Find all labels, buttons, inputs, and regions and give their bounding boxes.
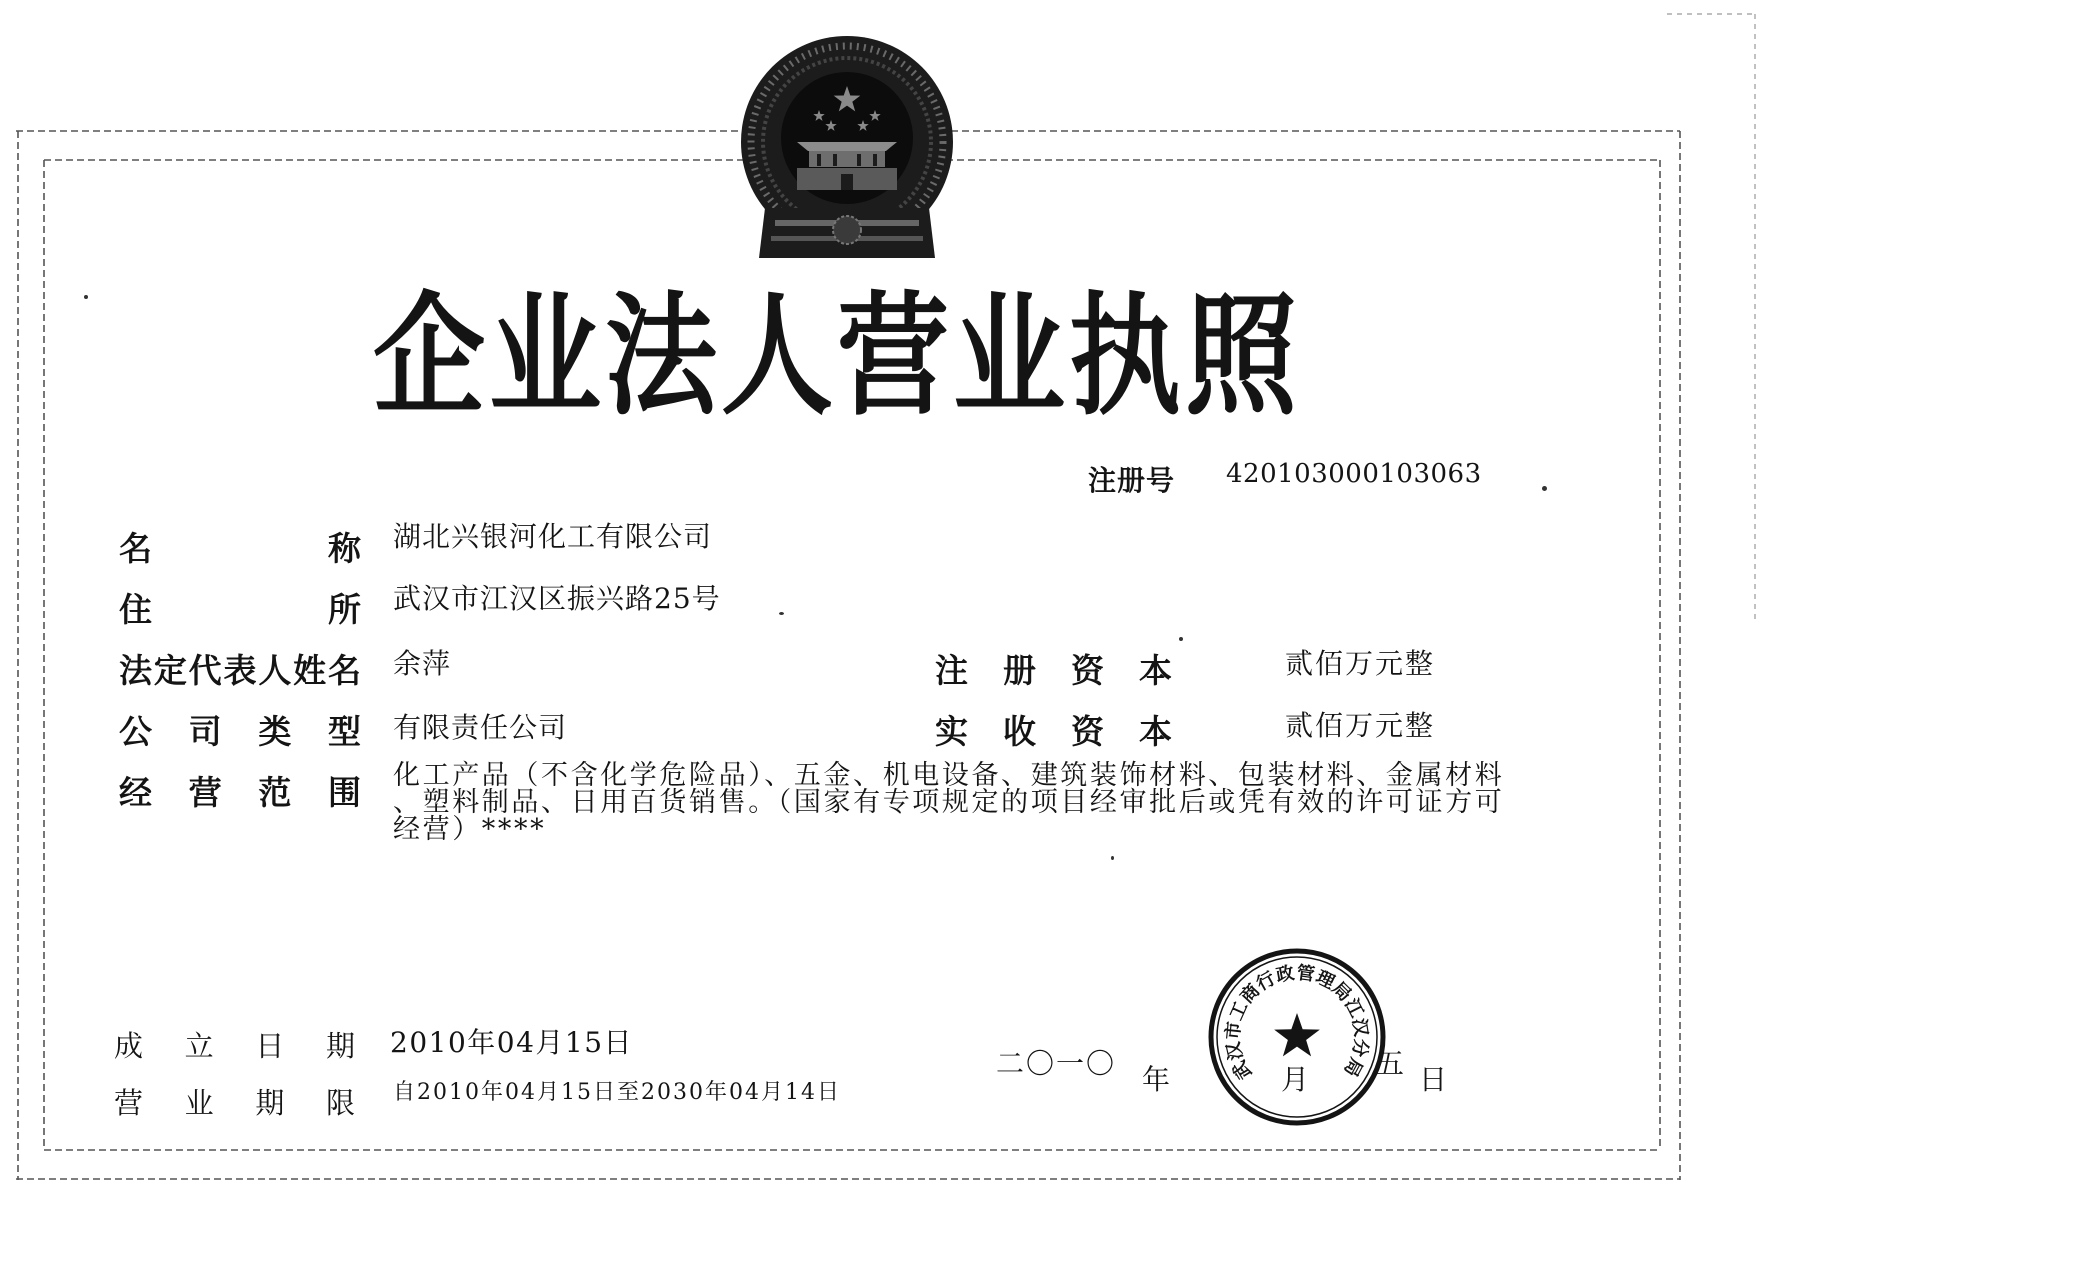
national-emblem-icon xyxy=(735,30,960,265)
emblem-gate-door xyxy=(841,174,853,190)
paid-in-capital-label: 实收资本 xyxy=(935,712,1172,751)
company-name-value: 湖北兴银河化工有限公司 xyxy=(393,520,713,553)
issue-date-day: 五 xyxy=(1376,1047,1407,1080)
registration-number: 420103000103063 xyxy=(1226,459,1482,489)
emblem-gear xyxy=(833,216,861,244)
business-term-value: 自2010年04月15日至2030年04月14日 xyxy=(393,1080,841,1105)
business-scope-line: 经营）**** xyxy=(393,814,547,845)
page-title: 企业法人营业执照 xyxy=(373,280,1301,434)
business-scope-line: 化工产品（不含化学危险品）、五金、机电设备、建筑装饰材料、包装材料、金属材料 xyxy=(393,760,1505,791)
company-type-value: 有限责任公司 xyxy=(393,711,568,744)
legal-representative-value: 余萍 xyxy=(393,647,452,680)
issue-date-year: 二〇一〇 xyxy=(996,1047,1117,1080)
business-scope-line: 、塑料制品、日用百货销售。（国家有专项规定的项目经审批后或凭有效的许可证方可 xyxy=(393,787,1505,818)
official-seal xyxy=(1205,945,1389,1129)
address-value: 武汉市江汉区振兴路25号 xyxy=(393,582,721,615)
name-label: 名称 xyxy=(119,529,361,568)
address-label: 住所 xyxy=(119,590,361,629)
emblem-gate-column xyxy=(857,154,861,166)
issue-date-year-unit: 年 xyxy=(1142,1063,1173,1096)
registered-capital-label: 注册资本 xyxy=(935,651,1172,690)
emblem-gate-roof xyxy=(797,142,897,151)
establishment-date-label: 成立日期 xyxy=(114,1029,355,1063)
registered-capital-value: 贰佰万元整 xyxy=(1285,647,1436,680)
scan-speck xyxy=(779,612,784,615)
scan-speck xyxy=(84,295,88,299)
establishment-date-value: 2010年04月15日 xyxy=(390,1026,634,1059)
scan-speck xyxy=(1542,486,1547,491)
legal-representative-label: 法定代表人姓名 xyxy=(119,651,361,690)
issue-date-day-unit: 日 xyxy=(1419,1063,1450,1096)
emblem-gate-column xyxy=(873,154,877,166)
business-term-label: 营业期限 xyxy=(114,1086,355,1120)
registration-number-label: 注册号 xyxy=(1088,464,1176,497)
business-scope-label: 经营范围 xyxy=(119,773,361,812)
paid-in-capital-value: 贰佰万元整 xyxy=(1285,709,1436,742)
star-icon xyxy=(1274,1013,1320,1056)
issue-date-month-unit: 月 xyxy=(1281,1063,1312,1096)
seal-text-path: 武汉市工商行政管理局江汉分局 xyxy=(1222,962,1372,1083)
scan-speck xyxy=(1111,856,1114,860)
company-type-label: 公司类型 xyxy=(119,712,361,751)
scan-speck xyxy=(1179,637,1183,641)
emblem-gate-column xyxy=(833,154,837,166)
emblem-gate-column xyxy=(817,154,821,166)
